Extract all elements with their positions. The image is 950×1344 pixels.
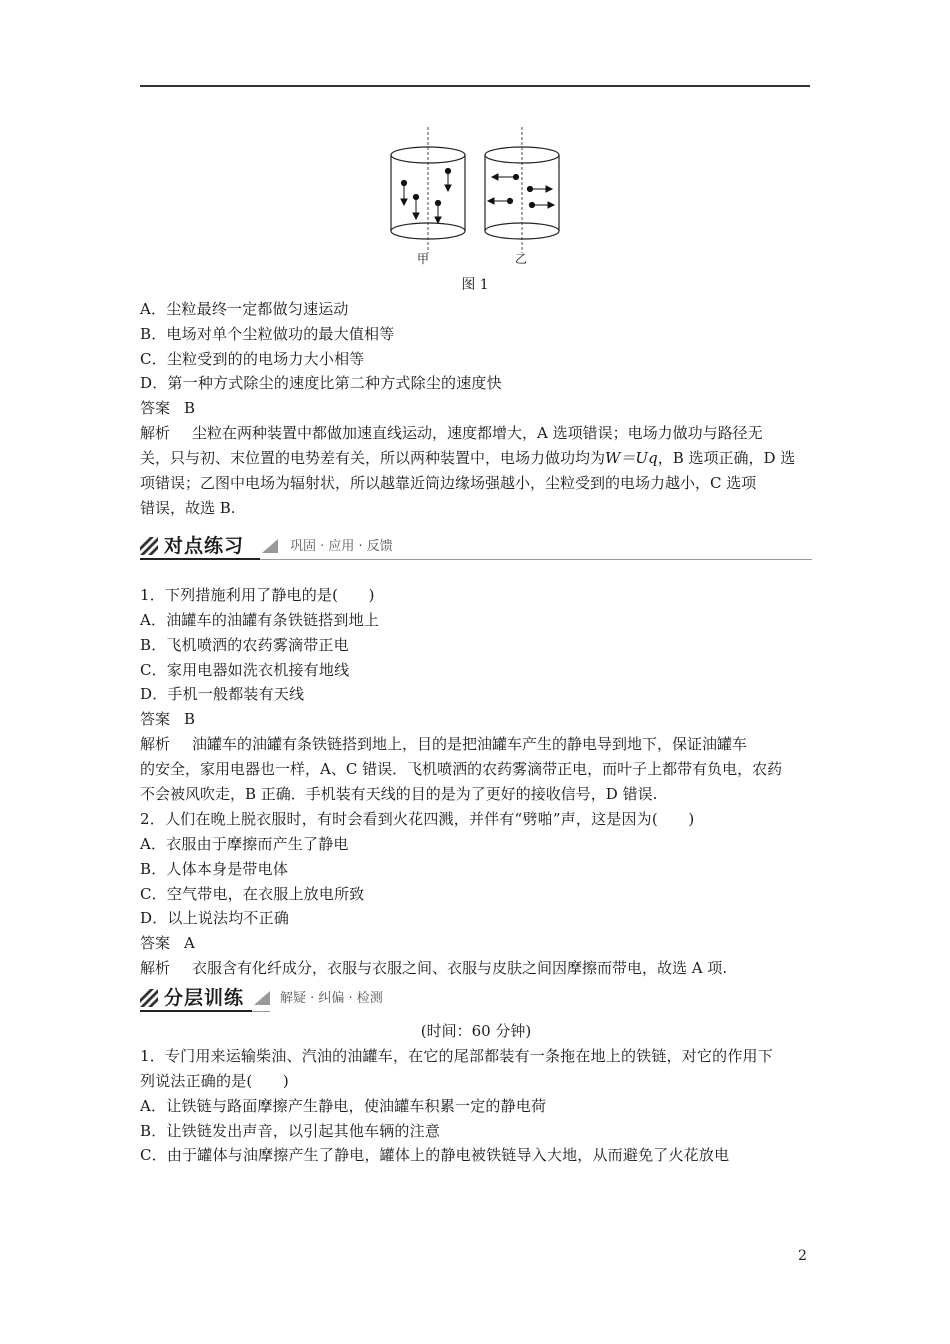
answer-row (140, 707, 812, 732)
question-2 (140, 807, 812, 981)
option-b: B．让铁链发出声音，以引起其他车辆的注意 (140, 1121, 441, 1140)
answer-row (140, 931, 812, 956)
section-subtitle: 解疑 · 纠偏 · 检测 (280, 991, 383, 1007)
analysis-line-1: 尘粒在两种装置中都做加速直线运动，速度都增大，A 选项错误；电场力做功与路径无 (192, 424, 763, 443)
section-underline-dark (140, 1010, 252, 1012)
cylinders-diagram (380, 125, 570, 255)
analysis (140, 421, 812, 521)
option-d: D．第一种方式除尘的速度比第二种方式除尘的速度快 (140, 374, 502, 393)
section-title: 对点练习 (164, 535, 245, 558)
analysis (140, 732, 812, 807)
option-c: C．尘粒受到的的电场力大小相等 (140, 349, 365, 368)
option-d: D．手机一般都装有天线 (140, 685, 305, 704)
answer-label: 答案 (140, 710, 171, 729)
question-stem-line-1: 1．专门用来运输柴油、汽油的油罐车，在它的尾部都装有一条拖在地上的铁链，对它的作用下 (140, 1047, 773, 1066)
option-a: A．尘粒最终一定都做匀速运动 (140, 300, 349, 318)
analysis-line-3: 项错误；乙图中电场为辐射状，所以越靠近筒边缘场强越小，尘粒受到的电场力越小，C 选项 (140, 474, 757, 493)
option-b: B．飞机喷洒的农药雾滴带正电 (140, 635, 349, 654)
answer-value: B (184, 399, 196, 418)
figure-label-jia: 甲 (417, 252, 430, 266)
question-0 (140, 297, 812, 521)
answer-value: B (184, 710, 196, 729)
triangle-icon (262, 539, 278, 553)
analysis-line-2b: ，B 选项正确，D 选 (657, 449, 796, 468)
triangle-icon (254, 991, 270, 1005)
stripes-icon (140, 537, 158, 555)
analysis-label: 解析 (140, 959, 171, 978)
answer-value: A (184, 934, 195, 953)
page-content (140, 297, 812, 1168)
answer-label: 答案 (140, 399, 171, 418)
question-stem: 1．下列措施利用了静电的是( ) (140, 586, 375, 605)
figure-caption: 图 1 (461, 277, 489, 293)
option-a: A．油罐车的油罐有条铁链搭到地上 (140, 610, 380, 629)
formula-w-uq: W＝Uq (605, 449, 658, 468)
section-underline-dark (140, 558, 260, 560)
analysis-label: 解析 (140, 735, 171, 754)
page-number: 2 (798, 1248, 807, 1264)
analysis-line-3: 不会被风吹走，B 正确．手机装有天线的目的是为了更好的接收信号，D 错误. (140, 785, 658, 804)
analysis-line-2: 的安全，家用电器也一样，A、C 错误．飞机喷洒的农药雾滴带正电，而叶子上都带有负电，农药 (140, 760, 783, 779)
option-c: C．家用电器如洗衣机接有地线 (140, 660, 350, 679)
section-subtitle: 巩固 · 应用 · 反馈 (290, 539, 393, 555)
time-note: (时间：60 分钟) (420, 1022, 532, 1041)
option-c: C．由于罐体与油摩擦产生了静电，罐体上的静电被铁链导入大地，从而避免了火花放电 (140, 1146, 730, 1165)
analysis-line-2a: 关，只与初、末位置的电势差有关，所以两种装置中，电场力做功均为 (140, 449, 606, 468)
option-c: C．空气带电，在衣服上放电所致 (140, 884, 365, 903)
analysis (140, 956, 812, 981)
section-title: 分层训练 (164, 987, 245, 1010)
analysis-text: 衣服含有化纤成分，衣服与衣服之间、衣服与皮肤之间因摩擦而带电，故选 A 项. (192, 959, 728, 978)
header-rule (140, 85, 810, 87)
option-d: D．以上说法均不正确 (140, 909, 290, 928)
option-a: A．衣服由于摩擦而产生了静电 (140, 834, 349, 853)
analysis-line-4: 错误，故选 B. (140, 499, 236, 518)
section-header-practice (140, 533, 812, 561)
figure-label-yi: 乙 (515, 252, 528, 266)
option-b: B．人体本身是带电体 (140, 859, 289, 878)
analysis-line-1: 油罐车的油罐有条铁链搭到地上，目的是把油罐车产生的静电导到地下，保证油罐车 (192, 735, 748, 754)
question-1 (140, 583, 812, 807)
option-b: B．电场对单个尘粒做功的最大值相等 (140, 324, 395, 343)
option-a: A．让铁链与路面摩擦产生静电，使油罐车积累一定的静电荷 (140, 1096, 547, 1115)
question-3 (140, 1044, 812, 1168)
question-stem-line-2: 列说法正确的是( ) (140, 1071, 289, 1090)
answer-label: 答案 (140, 934, 171, 953)
analysis-label: 解析 (140, 424, 171, 443)
stripes-icon (140, 989, 158, 1007)
question-stem: 2．人们在晚上脱衣服时，有时会看到火花四溅，并伴有“劈啪”声，这是因为( ) (140, 810, 695, 829)
answer-row (140, 396, 812, 421)
section-header-training (140, 985, 812, 1013)
